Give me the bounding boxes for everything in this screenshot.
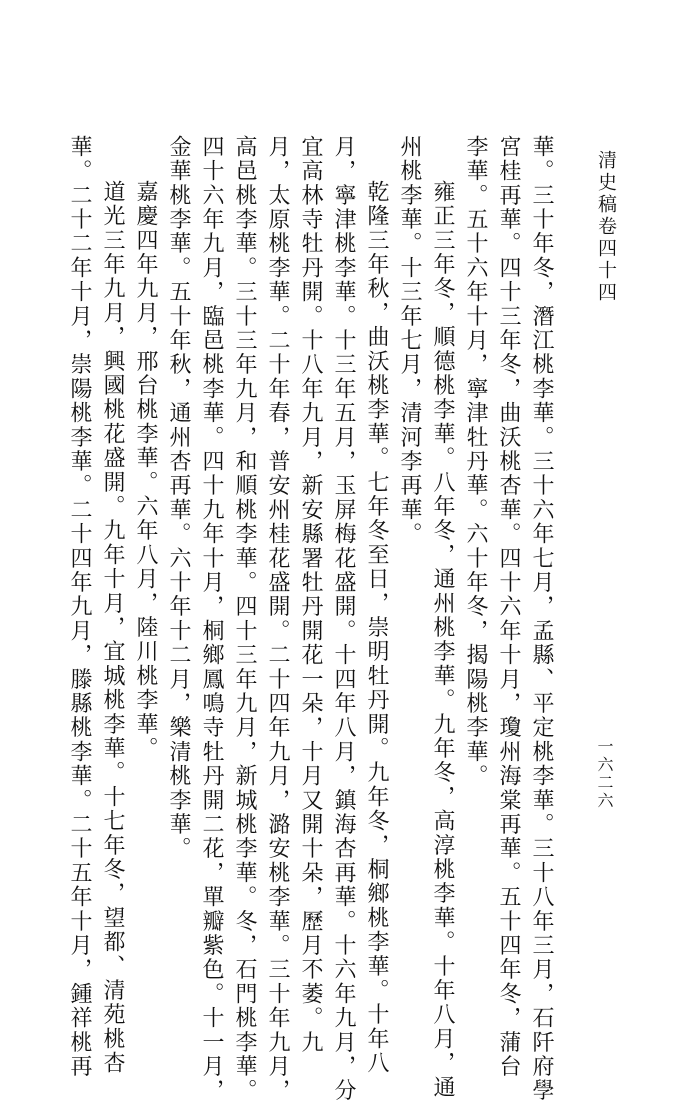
text-column: 州桃李華。十三年七月，清河李再華。 xyxy=(397,135,422,547)
text-column: 月，寧津桃李華。十三年五月，玉屏梅花盛開。十四年八月，鎮海杏再華。十六年九月，分 xyxy=(331,135,356,1103)
text-column: 高邑桃李華。三十三年九月，和順桃李華。四十三年九月，新城桃李華。冬，石門桃李華。 xyxy=(232,135,257,1103)
text-column: 華。三十年冬，潛江桃李華。三十六年七月，孟縣、平定桃李華。三十八年三月，石阡府學 xyxy=(529,135,554,1103)
text-column: 雍正三年冬，順德桃李華。八年冬，通州桃李華。九年冬，高淳桃李華。十年八月，通 xyxy=(430,180,455,1100)
text-column: 乾隆三年秋，曲沃桃李華。七年冬至日，崇明牡丹開。九年冬，桐鄉桃李華。十年八 xyxy=(364,180,389,1076)
text-column: 華。二十二年十月，崇陽桃李華。二十四年九月，滕縣桃李華。二十五年十月，鍾祥桃再 xyxy=(67,135,92,1079)
text-column: 金華桃李華。五十年秋，通州杏再華。六十年十二月，樂清桃李華。 xyxy=(166,135,191,861)
text-column: 宮桂再華。四十三年冬，曲沃桃杏華。四十六年十月，瓊州海棠再華。五十四年冬，蒲台 xyxy=(496,135,521,1079)
text-column: 月，太原桃李華。二十年春，普安州桂花盛開。二十四年九月，潞安桃李華。三十年九月， xyxy=(265,135,290,1103)
text-column: 四十六年九月，臨邑桃李華。四十九年十月，桐鄉鳳鳴寺牡丹開二花，單瓣紫色。十一月， xyxy=(199,135,224,1103)
page-number: 一六二六 xyxy=(595,738,614,810)
text-column: 李華。五十六年十月，寧津牡丹華。六十年冬，揭陽桃李華。 xyxy=(463,135,488,789)
running-header: 清史稿卷四十四 xyxy=(595,150,617,304)
text-column: 嘉慶四年九月，邢台桃李華。六年八月，陸川桃李華。 xyxy=(133,180,158,761)
text-column: 道光三年九月，興國桃花盛開。九年十月，宜城桃李華。十七年冬，望都、清苑桃杏 xyxy=(100,180,125,1076)
text-column: 宜高林寺牡丹開。十八年九月，新安縣署牡丹開花一朵，十月又開十朵，歷月不萎。九 xyxy=(298,135,323,1055)
